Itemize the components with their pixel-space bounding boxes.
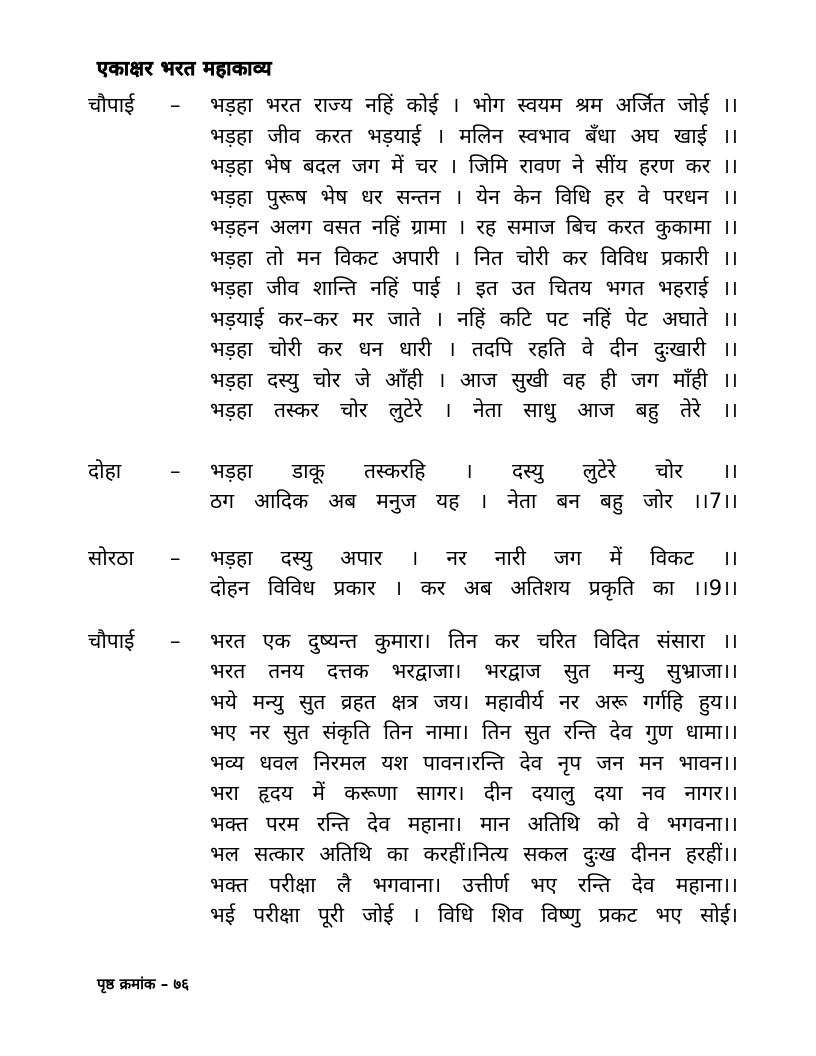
verse-line: भड़हा जीव करत भड़याई । मलिन स्वभाव बँधा अघ खाई ।। bbox=[210, 123, 738, 148]
verse-section-chaupai-2 bbox=[88, 626, 738, 931]
verse-line: भड़हा डाकू तस्करहि । दस्यु लुटेरे चोर ।। bbox=[210, 458, 738, 483]
section-label: चौपाई bbox=[88, 93, 135, 117]
verse-line: ठग आदिक अब मनुज यह । नेता बन बहु जोर ।।7।। bbox=[210, 489, 738, 513]
section-lines bbox=[210, 90, 738, 426]
verse-section-doha bbox=[88, 456, 738, 517]
section-dash: – bbox=[170, 458, 181, 483]
verse-content bbox=[88, 90, 738, 931]
section-lines bbox=[210, 543, 738, 604]
verse-line: भव्य धवल निरमल यश पावन।रन्ति देव नृप जन मन भावन।। bbox=[210, 750, 738, 775]
verse-line: भड़हन अलग वसत नहिं ग्रामा । रह समाज बिच करत कुकामा ।। bbox=[210, 215, 738, 239]
verse-section-chaupai-1 bbox=[88, 90, 738, 426]
verse-line: भरत तनय दत्तक भरद्वाजा। भरद्वाज सुत मन्यु सुभ्राजा।। bbox=[210, 659, 738, 683]
verse-line: भए नर सुत संकृति तिन नामा। तिन सुत रन्ति देव गुण धामा।। bbox=[210, 720, 738, 744]
verse-line: भड़हा भेष बदल जग में चर । जिमि रावण ने सींय हरण कर ।। bbox=[210, 154, 738, 178]
section-label: दोहा bbox=[88, 458, 122, 483]
verse-line: भक्त परीक्षा लै भगवाना। उत्तीर्ण भए रन्ति देव महाना।। bbox=[210, 872, 738, 897]
section-dash: – bbox=[170, 545, 181, 570]
verse-line: भड़हा दस्यु अपार । नर नारी जग में विकट ।। bbox=[210, 545, 738, 570]
verse-line: भड़हा तस्कर चोर लुटेरे । नेता साधु आज बहु तेरे ।। bbox=[210, 398, 738, 422]
verse-line: भड़हा भरत राज्य नहिं कोई । भोग स्वयम श्रम अर्जित जोई ।। bbox=[210, 93, 738, 117]
verse-line: भड़हा दस्यु चोर जे आँही । आज सुखी वह ही जग माँही ।। bbox=[210, 367, 738, 392]
verse-line: भई परीक्षा पूरी जोई । विधि शिव विष्णु प्रकट भए सोई। bbox=[210, 903, 738, 927]
verse-line: भरा हृदय में करूणा सागर। दीन दयालु दया नव नागर।। bbox=[210, 781, 738, 805]
page-title: एकाक्षर भरत महाकाव्य bbox=[97, 56, 272, 80]
verse-line: भरत एक दुष्यन्त कुमारा। तिन कर चरित विदित संसारा ।। bbox=[210, 628, 738, 653]
verse-line: दोहन विविध प्रकार । कर अब अतिशय प्रकृति का ।।9।। bbox=[210, 576, 738, 600]
verse-line: भड़हा पुरूष भेष धर सन्तन । येन केन विधि हर वे परधन ।। bbox=[210, 184, 738, 209]
section-dash: – bbox=[170, 628, 181, 653]
section-label: सोरठा bbox=[88, 545, 134, 570]
verse-line: भड़हा तो मन विकट अपारी । नित चोरी कर विविध प्रकारी ।। bbox=[210, 245, 738, 270]
verse-line: भड़हा जीव शान्ति नहिं पाई । इत उत चितय भगत भहराई ।। bbox=[210, 276, 738, 300]
verse-section-soratha bbox=[88, 543, 738, 604]
section-dash: – bbox=[170, 93, 181, 117]
verse-line: भल सत्कार अतिथि का करहीं।नित्य सकल दुःख दीनन हरहीं।। bbox=[210, 842, 738, 866]
section-lines bbox=[210, 626, 738, 931]
verse-line: भड़हा चोरी कर धन धारी । तदपि रहति वे दीन दुःखारी ।। bbox=[210, 337, 738, 361]
section-lines bbox=[210, 456, 738, 517]
verse-line: भड़याई कर–कर मर जाते । नहिं कटि पट नहिं पेट अघाते ।। bbox=[210, 306, 738, 331]
verse-line: भये मन्यु सुत व्रहत क्षत्र जय। महावीर्य नर अरू गर्गहि हुय।। bbox=[210, 689, 738, 714]
section-label: चौपाई bbox=[88, 628, 135, 653]
verse-line: भक्त परम रन्ति देव महाना। मान अतिथि को वे भगवना।। bbox=[210, 811, 738, 836]
page-footer: पृष्ठ क्रमांक – ७६ bbox=[97, 975, 190, 993]
